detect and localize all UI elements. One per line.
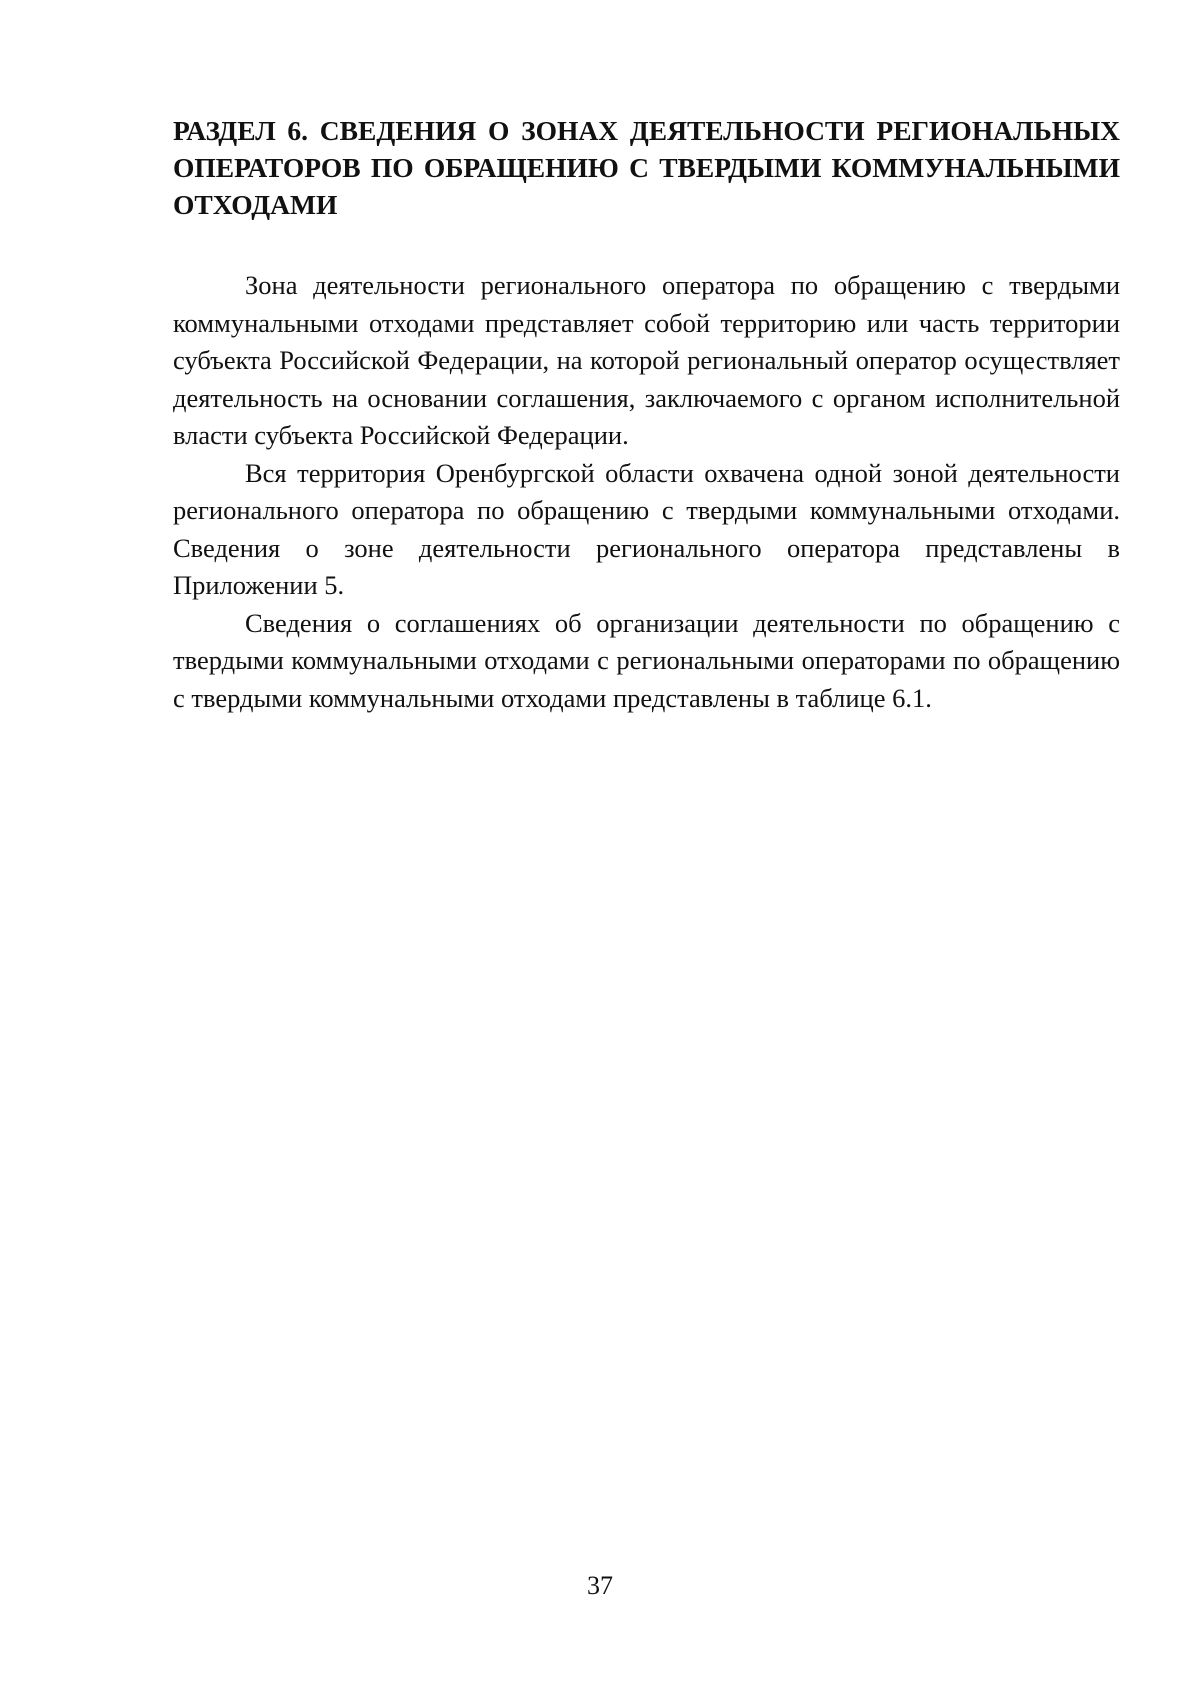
- paragraph-operator-zone-definition: Зона деятельности регионального оператора по обращению с твердыми коммунальными отходами представляет собой территорию или часть территории субъекта Российской Федерации, на которой региональный оператор осуществляет деятельность на основании соглашения, заключаемого с органом исполнительной власти субъекта Российской Федерации.: [173, 270, 1120, 450]
- paragraph-agreements-reference: Сведения о соглашениях об организации деятельности по обращению с твердыми коммунальными отходами с региональными операторами по обращению с твердыми коммунальными отходами представлены в таблице 6.1.: [173, 607, 1120, 713]
- page-content: [173, 112, 1120, 717]
- paragraph-orenburg-coverage: Вся территория Оренбургской области охвачена одной зоной деятельности регионального оператора по обращению с твердыми коммунальными отходами. Сведения о зоне деятельности регионального оператора представлены в Приложении 5.: [173, 457, 1120, 600]
- body-text: [173, 267, 1120, 717]
- page-number: 37: [587, 1571, 613, 1600]
- section-heading: РАЗДЕЛ 6. СВЕДЕНИЯ О ЗОНАХ ДЕЯТЕЛЬНОСТИ РЕГИОНАЛЬНЫХ ОПЕРАТОРОВ ПО ОБРАЩЕНИЮ С ТВЕРДЫМИ КОММУНАЛЬНЫМИ ОТХОДАМИ: [173, 115, 1120, 220]
